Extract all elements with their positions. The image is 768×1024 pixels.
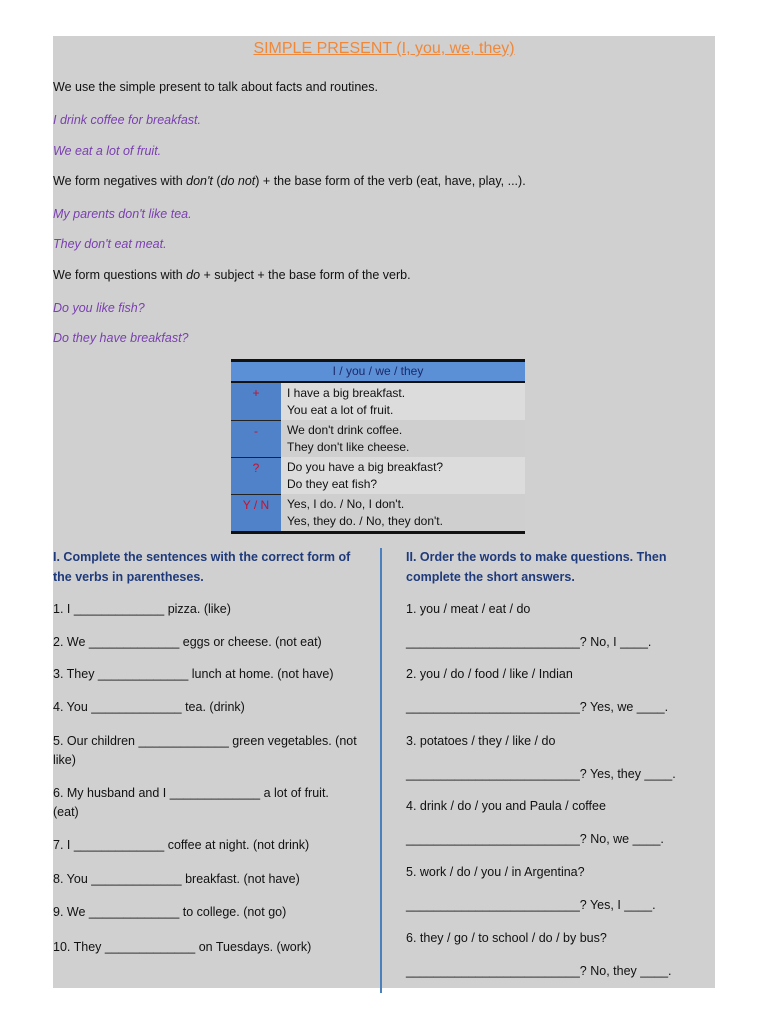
section-1-title-line: I. Complete the sentences with the correct form of xyxy=(53,550,351,564)
exercise-2-item: _________________________? No, we ____. xyxy=(406,832,664,846)
row-symbol: - xyxy=(231,420,281,457)
row-line: I have a big breakfast. xyxy=(287,386,406,400)
exercise-1-item: 1. I _____________ pizza. (like) xyxy=(53,602,231,616)
q-part-b: do xyxy=(186,268,201,282)
exercise-1-item: 6. My husband and I _____________ a lot of fruit. xyxy=(53,786,329,800)
section-2-title-line: complete the short answers. xyxy=(406,570,575,584)
exercise-2-item: _________________________? Yes, we ____. xyxy=(406,700,669,714)
row-line: Yes, they do. / No, they don't. xyxy=(287,514,443,528)
section-2-title xyxy=(406,547,715,587)
row-line: We don't drink coffee. xyxy=(287,423,403,437)
q-part-a: We form questions with xyxy=(53,268,187,282)
example-3: My parents don't like tea. xyxy=(53,207,192,221)
example-1: I drink coffee for breakfast. xyxy=(53,113,201,127)
exercise-2-item: _________________________? No, they ____. xyxy=(406,964,672,978)
exercise-1-item: 4. You _____________ tea. (drink) xyxy=(53,700,245,714)
grammar-row-question xyxy=(231,457,525,494)
neg-part-c: ( xyxy=(212,174,221,188)
exercise-2-item: _________________________? Yes, they ____. xyxy=(406,767,676,781)
grammar-row-short-answer xyxy=(231,494,525,531)
exercise-1-item: 3. They _____________ lunch at home. (not have) xyxy=(53,667,334,681)
row-line: They don't like cheese. xyxy=(287,440,410,454)
exercise-1-item: (eat) xyxy=(53,805,79,819)
column-divider xyxy=(380,548,382,993)
intro-rule-1: We use the simple present to talk about facts and routines. xyxy=(53,80,378,94)
example-6: Do they have breakfast? xyxy=(53,331,189,345)
neg-part-b: don't xyxy=(186,174,213,188)
grammar-row-negative xyxy=(231,420,525,457)
intro-rule-negatives xyxy=(53,174,526,188)
exercise-1-item: 5. Our children _____________ green vegetables. (not xyxy=(53,734,357,748)
exercise-2-item: 2. you / do / food / like / Indian xyxy=(406,667,573,681)
exercise-1-item: 2. We _____________ eggs or cheese. (not eat) xyxy=(53,635,322,649)
exercise-1-item: 10. They _____________ on Tuesdays. (work) xyxy=(53,940,312,954)
exercise-2-item: 6. they / go / to school / do / by bus? xyxy=(406,931,607,945)
exercise-1-item: 8. You _____________ breakfast. (not have) xyxy=(53,872,300,886)
example-5: Do you like fish? xyxy=(53,301,145,315)
neg-part-e: ) + the base form of the verb (eat, have, play, ...). xyxy=(255,174,526,188)
exercise-2-item: 3. potatoes / they / like / do xyxy=(406,734,556,748)
example-2: We eat a lot of fruit. xyxy=(53,144,162,158)
row-symbol: Y / N xyxy=(231,494,281,531)
row-symbol: ? xyxy=(231,457,281,494)
exercise-1-item: 9. We _____________ to college. (not go) xyxy=(53,905,287,919)
row-line: Do they eat fish? xyxy=(287,477,378,491)
neg-part-d: do not xyxy=(220,174,256,188)
section-1-title-line: the verbs in parentheses. xyxy=(53,570,204,584)
worksheet xyxy=(53,36,715,988)
exercise-2-item: 1. you / meat / eat / do xyxy=(406,602,531,616)
exercise-2-item: _________________________? No, I ____. xyxy=(406,635,652,649)
exercise-1-item: like) xyxy=(53,753,76,767)
neg-part-a: We form negatives with xyxy=(53,174,187,188)
exercise-1-item: 7. I _____________ coffee at night. (not drink) xyxy=(53,838,310,852)
row-line: You eat a lot of fruit. xyxy=(287,403,394,417)
q-part-c: + subject + the base form of the verb. xyxy=(200,268,411,282)
grammar-row-positive xyxy=(231,383,525,420)
exercise-2-item: 4. drink / do / you and Paula / coffee xyxy=(406,799,606,813)
grammar-table-header: I / you / we / they xyxy=(231,362,525,383)
intro-rule-questions xyxy=(53,268,411,282)
exercise-2-item: 5. work / do / you / in Argentina? xyxy=(406,865,585,879)
row-symbol: + xyxy=(231,383,281,420)
page-title: SIMPLE PRESENT (I, you, we, they) xyxy=(253,40,515,57)
section-2-title-line: II. Order the words to make questions. Then xyxy=(406,550,667,564)
grammar-table xyxy=(231,359,525,534)
exercise-2-item: _________________________? Yes, I ____. xyxy=(406,898,656,912)
section-1-title xyxy=(53,547,353,587)
example-4: They don't eat meat. xyxy=(53,237,167,251)
row-line: Do you have a big breakfast? xyxy=(287,460,444,474)
row-line: Yes, I do. / No, I don't. xyxy=(287,497,405,511)
